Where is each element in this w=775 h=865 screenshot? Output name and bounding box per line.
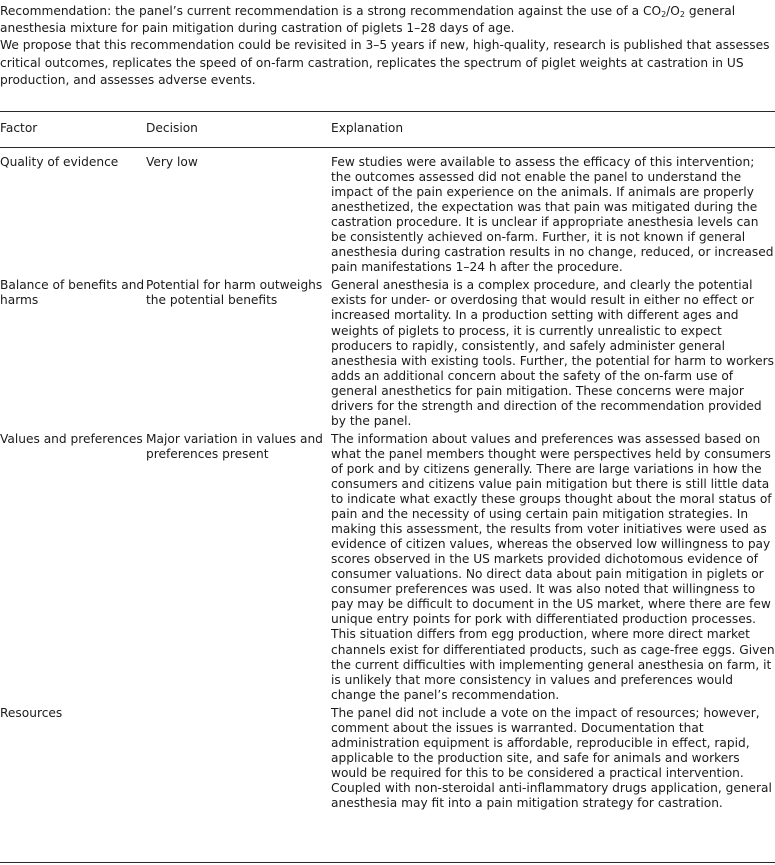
revisit-text: We propose that this recommendation could be revisited in 3–5 years if new, high-quality, research is published that assesses critical outcomes, replicates the speed of on-farm castration, replicates the spectrum of piglet weights at castration in US production, and assesses adverse events. (0, 38, 770, 87)
decision-cell (146, 703, 331, 811)
table-row (0, 429, 775, 703)
header-decision: Decision (146, 121, 198, 135)
o2-slash: /O (666, 4, 680, 18)
factor-cell: Values and preferences (0, 431, 143, 446)
table-row (0, 703, 775, 811)
table-header-row (0, 117, 775, 148)
decision-cell: Potential for harm outweighs the potential benefits (146, 278, 323, 308)
rule-above-table (0, 111, 775, 112)
recommendation-text-after: general anesthesia mixture for pain mitigation during castration of piglets 1–28 days of age. (0, 4, 736, 36)
recommendation-text-before: the panel’s current recommendation is a strong recommendation against the use of a CO (115, 4, 662, 18)
header-explanation: Explanation (331, 121, 404, 135)
factor-table (0, 117, 775, 811)
factor-cell: Resources (0, 705, 63, 720)
recommendation-block (0, 3, 775, 89)
recommendation-label: Recommendation: (0, 4, 112, 18)
explanation-cell: Few studies were available to assess the efficacy of this intervention; the outcomes assessed did not enable the panel to understand the impact of the pain experience on the animals. If animals are properly anesthetized, the expectation was that pain was mitigated during the castration procedure. It is unclear if appropriate anesthesia levels can be consistently achieved on-farm. Further, it is not known if general anesthesia during castration results in no change, reduced, or increased pain manifestations 1–24 h after the procedure. (331, 155, 774, 275)
decision-cell: Major variation in values and preferences present (146, 431, 323, 461)
co2-subscript: 2 (661, 10, 667, 19)
recommendation-text (0, 3, 775, 37)
rule-below-table (0, 862, 775, 863)
explanation-cell: The panel did not include a vote on the impact of resources; however, comment about the issues is warranted. Documentation that administration equipment is affordable, reproducible in effect, rapid, applicable to the production site, and safe for animals and workers would be required for this to be considered a practical intervention. Coupled with non-steroidal anti-inflammatory drugs application, general anesthesia may fit into a pain mitigation strategy for castration. (331, 705, 772, 810)
factor-cell: Quality of evidence (0, 155, 119, 169)
explanation-cell: The information about values and preferences was assessed based on what the panel members thought were perspectives held by consumers of pork and by citizens generally. There are large variations in how the consumers and citizens value pain mitigation but there is still little data to indicate what exactly these groups thought about the moral status of pain and the necessity of using certain pain mitigation strategies. In making this assessment, the results from voter initiatives were used as evidence of citizen values, whereas the observed low willingness to pay scores observed in the US markets provided dichotomous evidence of consumer valuations. No direct data about pain mitigation in piglets or consumer preferences was used. It was also noted that willingness to pay may be difficult to document in the US market, where there are few unique entry points for pork with differentiated production processes. This situation differs from egg production, where more direct market channels exist for differentiated products, such as cage-free eggs. Given the current difficulties with implementing general anesthesia on farm, it is unlikely that more consistency in values and preferences would change the panel’s recommendation. (331, 431, 775, 702)
o2-subscript: 2 (679, 10, 685, 19)
factor-cell: Balance of benefits and harms (0, 278, 145, 308)
explanation-cell: General anesthesia is a complex procedure, and clearly the potential exists for under- or overdosing that would result in either no effect or increased mortality. In a production setting with different ages and weights of piglets to process, it is currently unrealistic to expect producers to rapidly, consistently, and safely administer general anesthesia with existing tools. Further, the potential for harm to workers adds an additional concern about the safety of the on-farm use of general anesthetics for pain mitigation. These concerns were major drivers for the strength and direction of the recommendation provided by the panel. (331, 278, 774, 428)
table-row (0, 275, 775, 428)
decision-cell: Very low (146, 155, 198, 169)
table-row (0, 148, 775, 276)
header-factor: Factor (0, 121, 38, 135)
